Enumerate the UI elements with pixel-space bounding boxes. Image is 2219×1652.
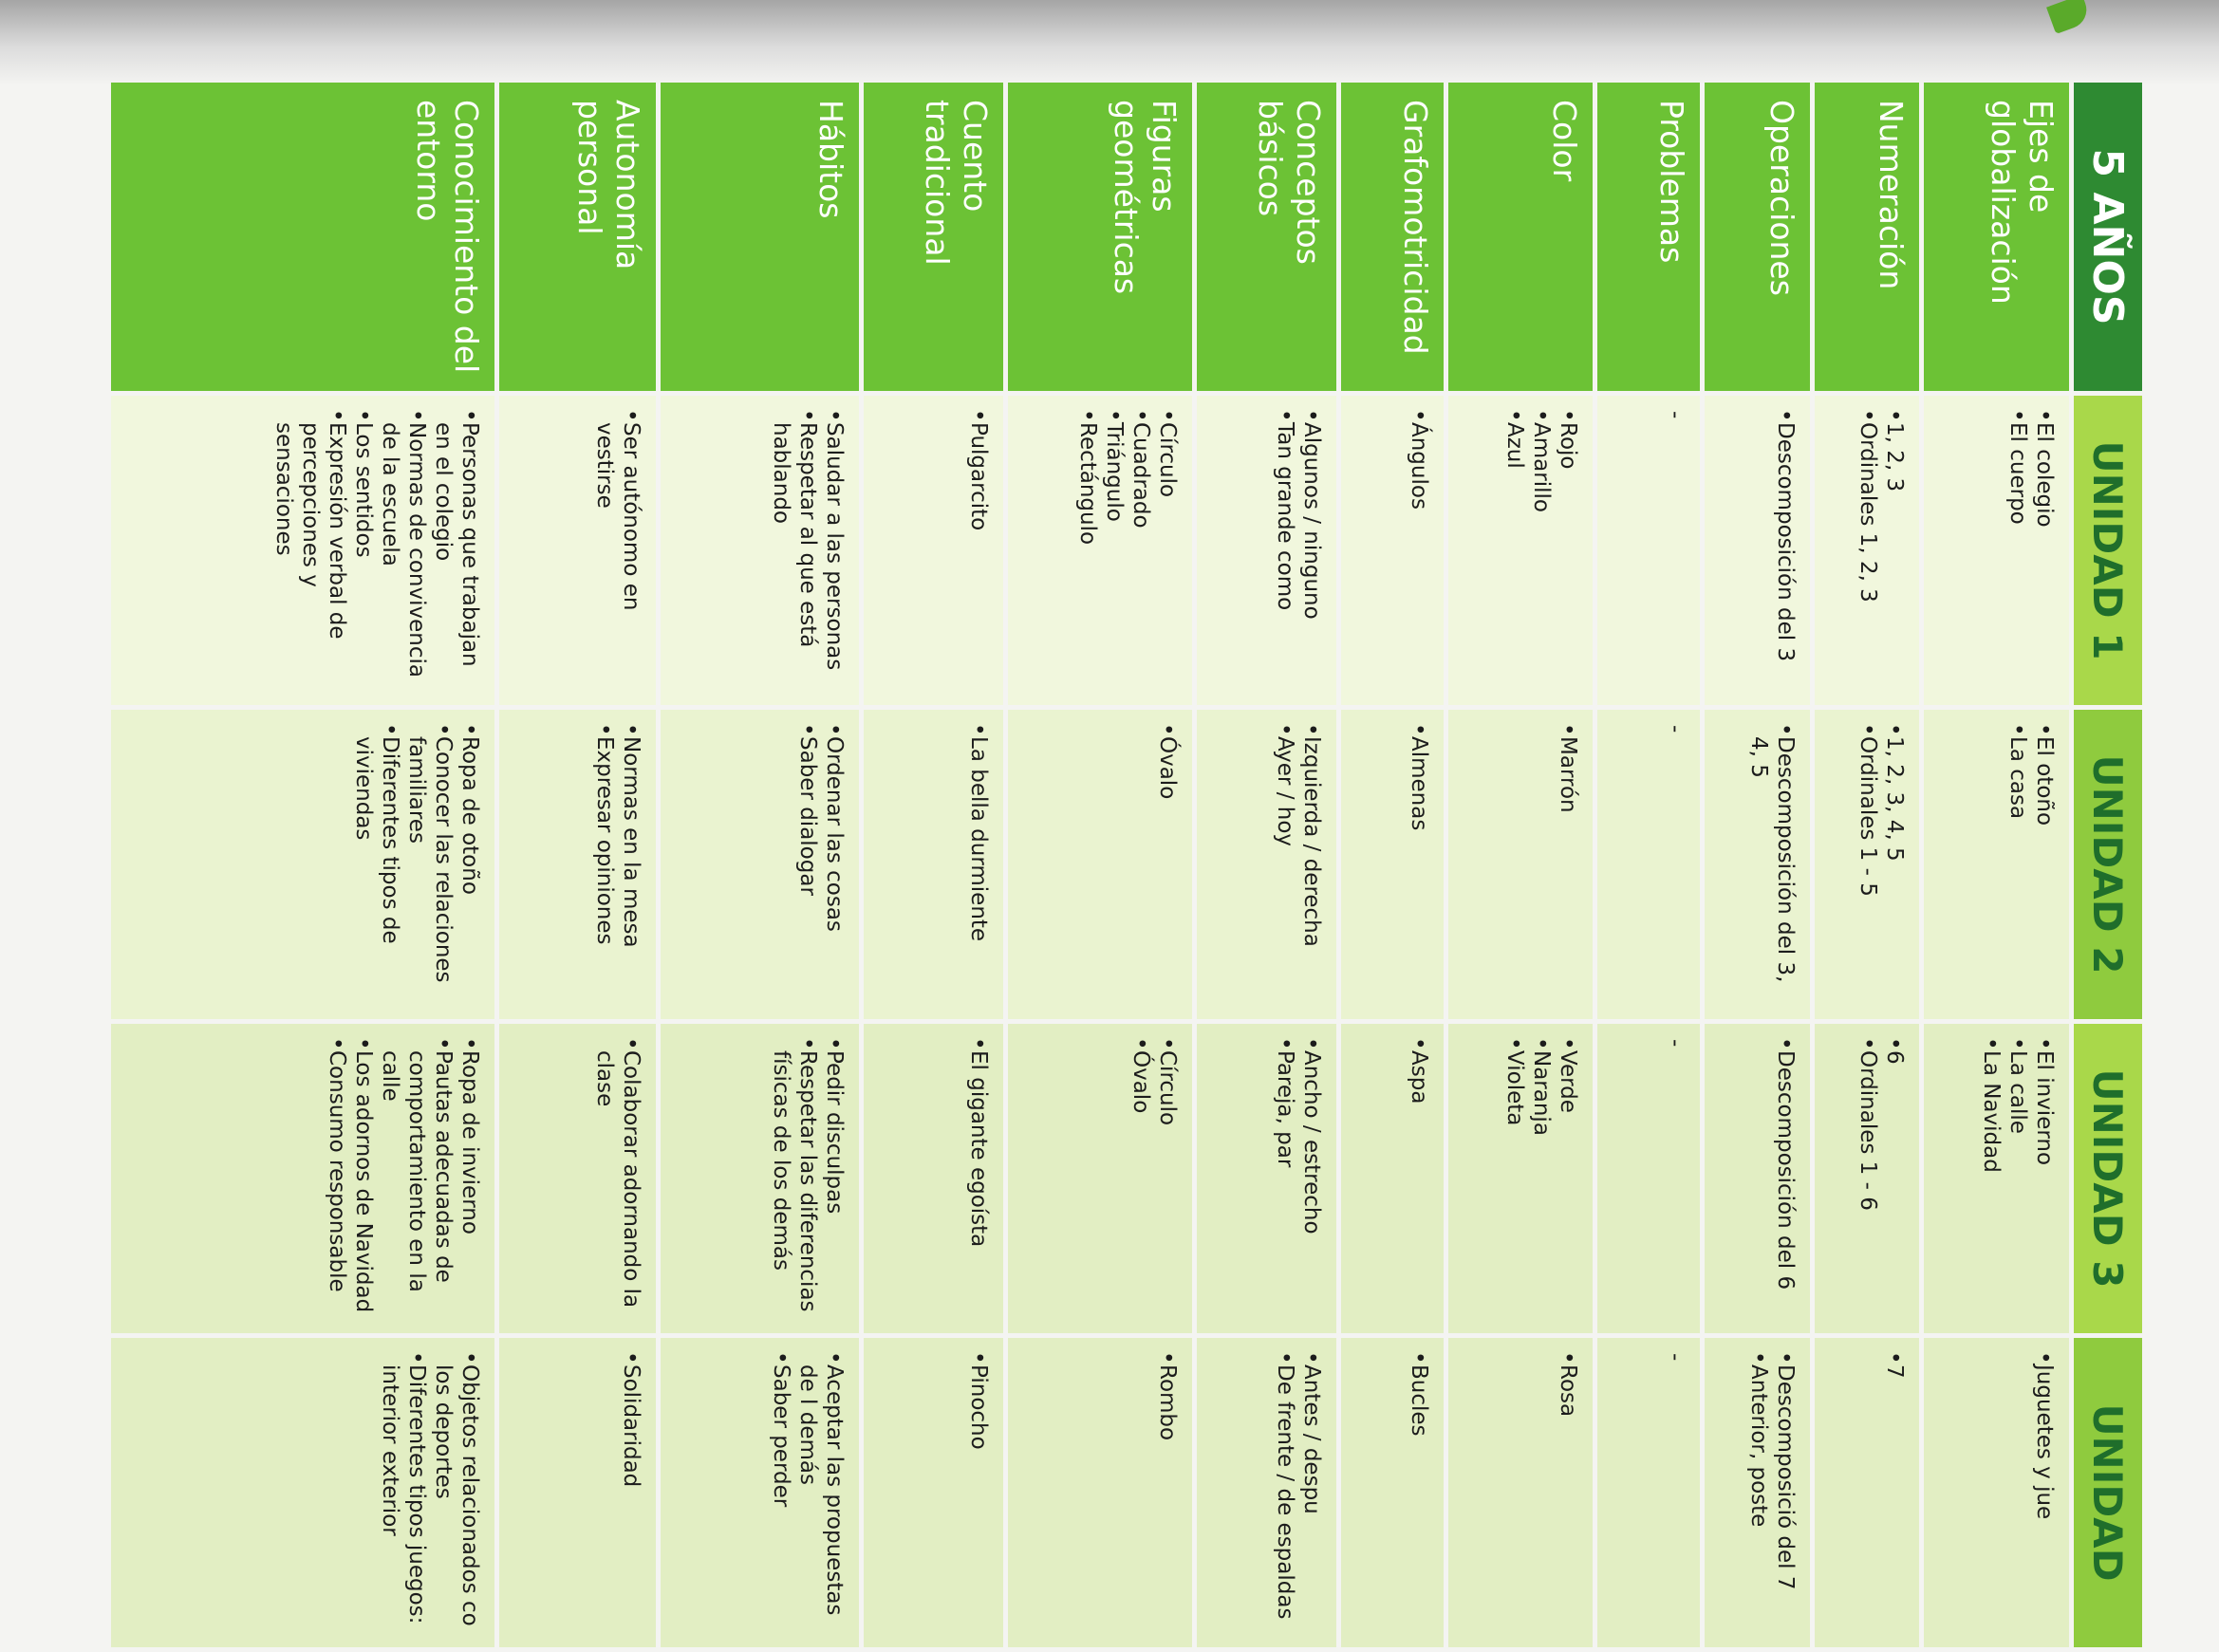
list-item: • Ancho / estrecho	[1298, 1037, 1325, 1324]
cell-grafo-unit-1	[1341, 396, 1444, 705]
cell-ejes-unit-2	[1924, 710, 2069, 1019]
item-list	[768, 409, 848, 696]
list-item: • Triángulo	[1101, 409, 1128, 696]
item-list	[1745, 1351, 1799, 1638]
item-list	[1406, 1037, 1432, 1324]
item-list	[591, 1037, 644, 1324]
row-header-auto: Autonomía personal	[499, 83, 656, 391]
item-list	[1128, 1037, 1181, 1324]
table-row	[1197, 83, 1336, 1647]
cell-conc-unit-2	[1197, 710, 1336, 1019]
unit-header-4: UNIDAD	[2074, 1338, 2142, 1647]
list-item: • Respetar las diferencias físicas de los demás	[768, 1037, 821, 1324]
row-header-grafo: Grafomotricidad	[1341, 83, 1444, 391]
item-list	[965, 1351, 992, 1638]
list-item: • Saber perder	[768, 1351, 794, 1638]
list-item: • La Navidad	[1978, 1037, 2005, 1324]
row-header-fig: Figuras geométricas	[1008, 83, 1193, 391]
item-list	[1881, 1351, 1908, 1638]
item-list	[377, 1351, 483, 1638]
list-item: • Violeta	[1501, 1037, 1528, 1324]
item-list	[1154, 723, 1181, 1010]
table-row	[499, 83, 656, 1647]
list-item: • Ropa de invierno	[457, 1037, 483, 1324]
unit-header-3: UNIDAD 3	[2074, 1024, 2142, 1333]
empty-dash: -	[1662, 411, 1688, 419]
title-row	[2074, 83, 2142, 1647]
cell-fig-unit-4	[1008, 1338, 1193, 1647]
list-item: • 1, 2, 3	[1881, 409, 1908, 696]
list-item: • Bucles	[1406, 1351, 1432, 1638]
list-item: • El cuerpo	[2005, 409, 2031, 696]
list-item: • Rombo	[1154, 1351, 1181, 1638]
item-list	[1555, 723, 1581, 1010]
cell-hab-unit-2	[661, 710, 859, 1019]
row-header-ops: Operaciones	[1705, 83, 1810, 391]
list-item: • Círculo	[1154, 1037, 1181, 1324]
list-item: • Saber dialogar	[794, 723, 821, 1010]
item-list	[965, 723, 992, 1010]
empty-dash: -	[1662, 1039, 1688, 1048]
list-item: • Pareja, par	[1272, 1037, 1298, 1324]
cell-grafo-unit-2	[1341, 710, 1444, 1019]
list-item: • El invierno	[2031, 1037, 2058, 1324]
item-list	[794, 723, 848, 1010]
row-header-num: Numeración	[1815, 83, 1920, 391]
row-header-conc: Conceptos básicos	[1197, 83, 1336, 391]
cell-cuento-unit-3	[864, 1024, 1003, 1333]
cell-auto-unit-3	[499, 1024, 656, 1333]
list-item: • De frente / de espaldas	[1272, 1351, 1298, 1638]
list-item: • Respetar al que está hablando	[768, 409, 821, 696]
list-item: • La casa	[2005, 723, 2031, 1010]
item-list	[1978, 1037, 2058, 1324]
list-item: • Ropa de otoño	[457, 723, 483, 1010]
empty-dash: -	[1662, 1353, 1688, 1362]
list-item: • Algunos / ninguno	[1298, 409, 1325, 696]
list-item: • Óvalo	[1128, 1037, 1154, 1324]
list-item: • Los sentidos	[350, 409, 377, 696]
cell-fig-unit-3	[1008, 1024, 1193, 1333]
table-row	[661, 83, 859, 1647]
list-item: • Los adornos de Navidad	[350, 1037, 377, 1324]
cell-prob-unit-1	[1597, 396, 1700, 705]
item-list	[1154, 1351, 1181, 1638]
cell-ent-unit-3	[111, 1024, 494, 1333]
table-row	[1924, 83, 2069, 1647]
list-item: • Naranja	[1528, 1037, 1555, 1324]
list-item: • Descomposición del 3	[1772, 409, 1799, 696]
page-shadow	[0, 0, 2219, 85]
cell-prob-unit-4	[1597, 1338, 1700, 1647]
cell-cuento-unit-2	[864, 710, 1003, 1019]
item-list	[1555, 1351, 1581, 1638]
empty-dash: -	[1662, 725, 1688, 733]
item-list	[591, 723, 644, 1010]
list-item: • Azul	[1501, 409, 1528, 696]
cell-conc-unit-4	[1197, 1338, 1336, 1647]
cell-auto-unit-1	[499, 396, 656, 705]
list-item: • Personas que trabajan en el colegio	[430, 409, 483, 696]
table-row	[1341, 83, 1444, 1647]
table-row	[1597, 83, 1700, 1647]
list-item: • Ordinales 1, 2, 3	[1855, 409, 1881, 696]
list-item: • Pautas adecuadas de comportamiento en la calle	[377, 1037, 457, 1324]
cell-color-unit-3	[1448, 1024, 1594, 1333]
table-row	[1448, 83, 1594, 1647]
item-list	[768, 1037, 848, 1324]
list-item: • Ordinales 1 - 5	[1855, 723, 1881, 1010]
list-item: • Expresar opiniones	[591, 723, 618, 1010]
list-item: • Normas de convivencia de la escuela	[377, 409, 430, 696]
cell-hab-unit-1	[661, 396, 859, 705]
cell-hab-unit-3	[661, 1024, 859, 1333]
list-item: • Izquierda / derecha	[1298, 723, 1325, 1010]
item-list	[2031, 1351, 2058, 1638]
table-row	[864, 83, 1003, 1647]
item-list	[1855, 723, 1908, 1010]
list-item: • Diferentes tipos de viviendas	[350, 723, 403, 1010]
list-item: • Objetos relacionados co los deportes	[430, 1351, 483, 1638]
list-item: • 7	[1881, 1351, 1908, 1638]
list-item: • La bella durmiente	[965, 723, 992, 1010]
list-item: • Consumo responsable	[324, 1037, 350, 1324]
table-row	[1815, 83, 1920, 1647]
list-item: • Descomposició del 7	[1772, 1351, 1799, 1638]
list-item: • Diferentes tipos juegos: interior exterior	[377, 1351, 430, 1638]
row-header-ent: Conocimiento del entorno	[111, 83, 494, 391]
list-item: • Antes / despu	[1298, 1351, 1325, 1638]
cell-conc-unit-1	[1197, 396, 1336, 705]
cell-color-unit-4	[1448, 1338, 1594, 1647]
list-item: • Expresión verbal de percepciones y sensaciones	[270, 409, 350, 696]
item-list	[1745, 723, 1799, 1010]
item-list	[1406, 1351, 1432, 1638]
cell-ops-unit-1	[1705, 396, 1810, 705]
list-item: • Amarillo	[1528, 409, 1555, 696]
cell-ops-unit-2	[1705, 710, 1810, 1019]
list-item: • Aspa	[1406, 1037, 1432, 1324]
item-list	[965, 1037, 992, 1324]
cell-conc-unit-3	[1197, 1024, 1336, 1333]
item-list	[2005, 409, 2058, 696]
cell-num-unit-1	[1815, 396, 1920, 705]
row-header-prob: Problemas	[1597, 83, 1700, 391]
cell-cuento-unit-4	[864, 1338, 1003, 1647]
list-item: • Conocer las relaciones familiares	[403, 723, 457, 1010]
list-item: • Verde	[1555, 1037, 1581, 1324]
item-list	[965, 409, 992, 696]
row-header-hab: Hábitos	[661, 83, 859, 391]
age-title: 5 AÑOS	[2074, 83, 2142, 391]
list-item: • Pulgarcito	[965, 409, 992, 696]
list-item: • Descomposición del 6	[1772, 1037, 1799, 1324]
item-list	[768, 1351, 848, 1638]
item-list	[591, 409, 644, 696]
list-item: • Círculo	[1154, 409, 1181, 696]
item-list	[1074, 409, 1181, 696]
table-row	[1705, 83, 1810, 1647]
cell-fig-unit-2	[1008, 710, 1193, 1019]
cell-prob-unit-2	[1597, 710, 1700, 1019]
list-item: • 1, 2, 3, 4, 5	[1881, 723, 1908, 1010]
list-item: • El gigante egoísta	[965, 1037, 992, 1324]
list-item: • El otoño	[2031, 723, 2058, 1010]
item-list	[1855, 1037, 1908, 1324]
list-item: • Cuadrado	[1128, 409, 1154, 696]
item-list	[1406, 409, 1432, 696]
cell-num-unit-2	[1815, 710, 1920, 1019]
cell-ops-unit-4	[1705, 1338, 1810, 1647]
item-list	[1772, 409, 1799, 696]
list-item: • La calle	[2005, 1037, 2031, 1324]
list-item: • Marrón	[1555, 723, 1581, 1010]
cell-ops-unit-3	[1705, 1024, 1810, 1333]
cell-ent-unit-2	[111, 710, 494, 1019]
list-item: • Ordenar las cosas	[821, 723, 848, 1010]
table-row	[1008, 83, 1193, 1647]
cell-ent-unit-1	[111, 396, 494, 705]
cell-fig-unit-1	[1008, 396, 1193, 705]
list-item: • Óvalo	[1154, 723, 1181, 1010]
row-header-color: Color	[1448, 83, 1594, 391]
list-item: • Pinocho	[965, 1351, 992, 1638]
list-item: • Tan grande como	[1272, 409, 1298, 696]
list-item: • El colegio	[2031, 409, 2058, 696]
list-item: • Ángulos	[1406, 409, 1432, 696]
cell-ejes-unit-3	[1924, 1024, 2069, 1333]
item-list	[1272, 1037, 1325, 1324]
list-item: • Aceptar las propuestas de l demás	[794, 1351, 848, 1638]
list-item: • Ser autónomo en vestirse	[591, 409, 644, 696]
cell-ejes-unit-4	[1924, 1338, 2069, 1647]
item-list	[1406, 723, 1432, 1010]
list-item: • 6	[1881, 1037, 1908, 1324]
list-item: • Ayer / hoy	[1272, 723, 1298, 1010]
item-list	[2005, 723, 2058, 1010]
item-list	[324, 1037, 483, 1324]
unit-header-1: UNIDAD 1	[2074, 396, 2142, 705]
item-list	[270, 409, 483, 696]
cell-num-unit-3	[1815, 1024, 1920, 1333]
table-body	[111, 83, 2069, 1647]
list-item: • Juguetes y jue	[2031, 1351, 2058, 1638]
list-item: • Rojo	[1555, 409, 1581, 696]
unit-header-2: UNIDAD 2	[2074, 710, 2142, 1019]
cell-ent-unit-4	[111, 1338, 494, 1647]
cell-prob-unit-3	[1597, 1024, 1700, 1333]
curriculum-table	[106, 78, 2147, 1652]
table-row	[111, 83, 494, 1647]
item-list	[1772, 1037, 1799, 1324]
item-list	[1855, 409, 1908, 696]
list-item: • Pedir disculpas	[821, 1037, 848, 1324]
list-item: • Almenas	[1406, 723, 1432, 1010]
item-list	[1501, 409, 1581, 696]
list-item: • Descomposición del 3, 4, 5	[1745, 723, 1799, 1010]
item-list	[618, 1351, 644, 1638]
row-header-ejes: Ejes de globalización	[1924, 83, 2069, 391]
item-list	[350, 723, 483, 1010]
list-item: • Ordinales 1 - 6	[1855, 1037, 1881, 1324]
cell-grafo-unit-4	[1341, 1338, 1444, 1647]
list-item: • Rectángulo	[1074, 409, 1101, 696]
item-list	[1272, 409, 1325, 696]
item-list	[1272, 723, 1325, 1010]
list-item: • Solidaridad	[618, 1351, 644, 1638]
cell-color-unit-2	[1448, 710, 1594, 1019]
list-item: • Rosa	[1555, 1351, 1581, 1638]
cell-auto-unit-4	[499, 1338, 656, 1647]
cell-auto-unit-2	[499, 710, 656, 1019]
list-item: • Anterior, poste	[1745, 1351, 1772, 1638]
list-item: • Colaborar adornando la clase	[591, 1037, 644, 1324]
cell-num-unit-4	[1815, 1338, 1920, 1647]
cell-grafo-unit-3	[1341, 1024, 1444, 1333]
cell-hab-unit-4	[661, 1338, 859, 1647]
list-item: • Saludar a las personas	[821, 409, 848, 696]
cell-cuento-unit-1	[864, 396, 1003, 705]
row-header-cuento: Cuento tradicional	[864, 83, 1003, 391]
item-list	[1272, 1351, 1325, 1638]
cell-color-unit-1	[1448, 396, 1594, 705]
curriculum-table-container	[106, 78, 2147, 1626]
cell-ejes-unit-1	[1924, 396, 2069, 705]
list-item: • Normas en la mesa	[618, 723, 644, 1010]
item-list	[1501, 1037, 1581, 1324]
